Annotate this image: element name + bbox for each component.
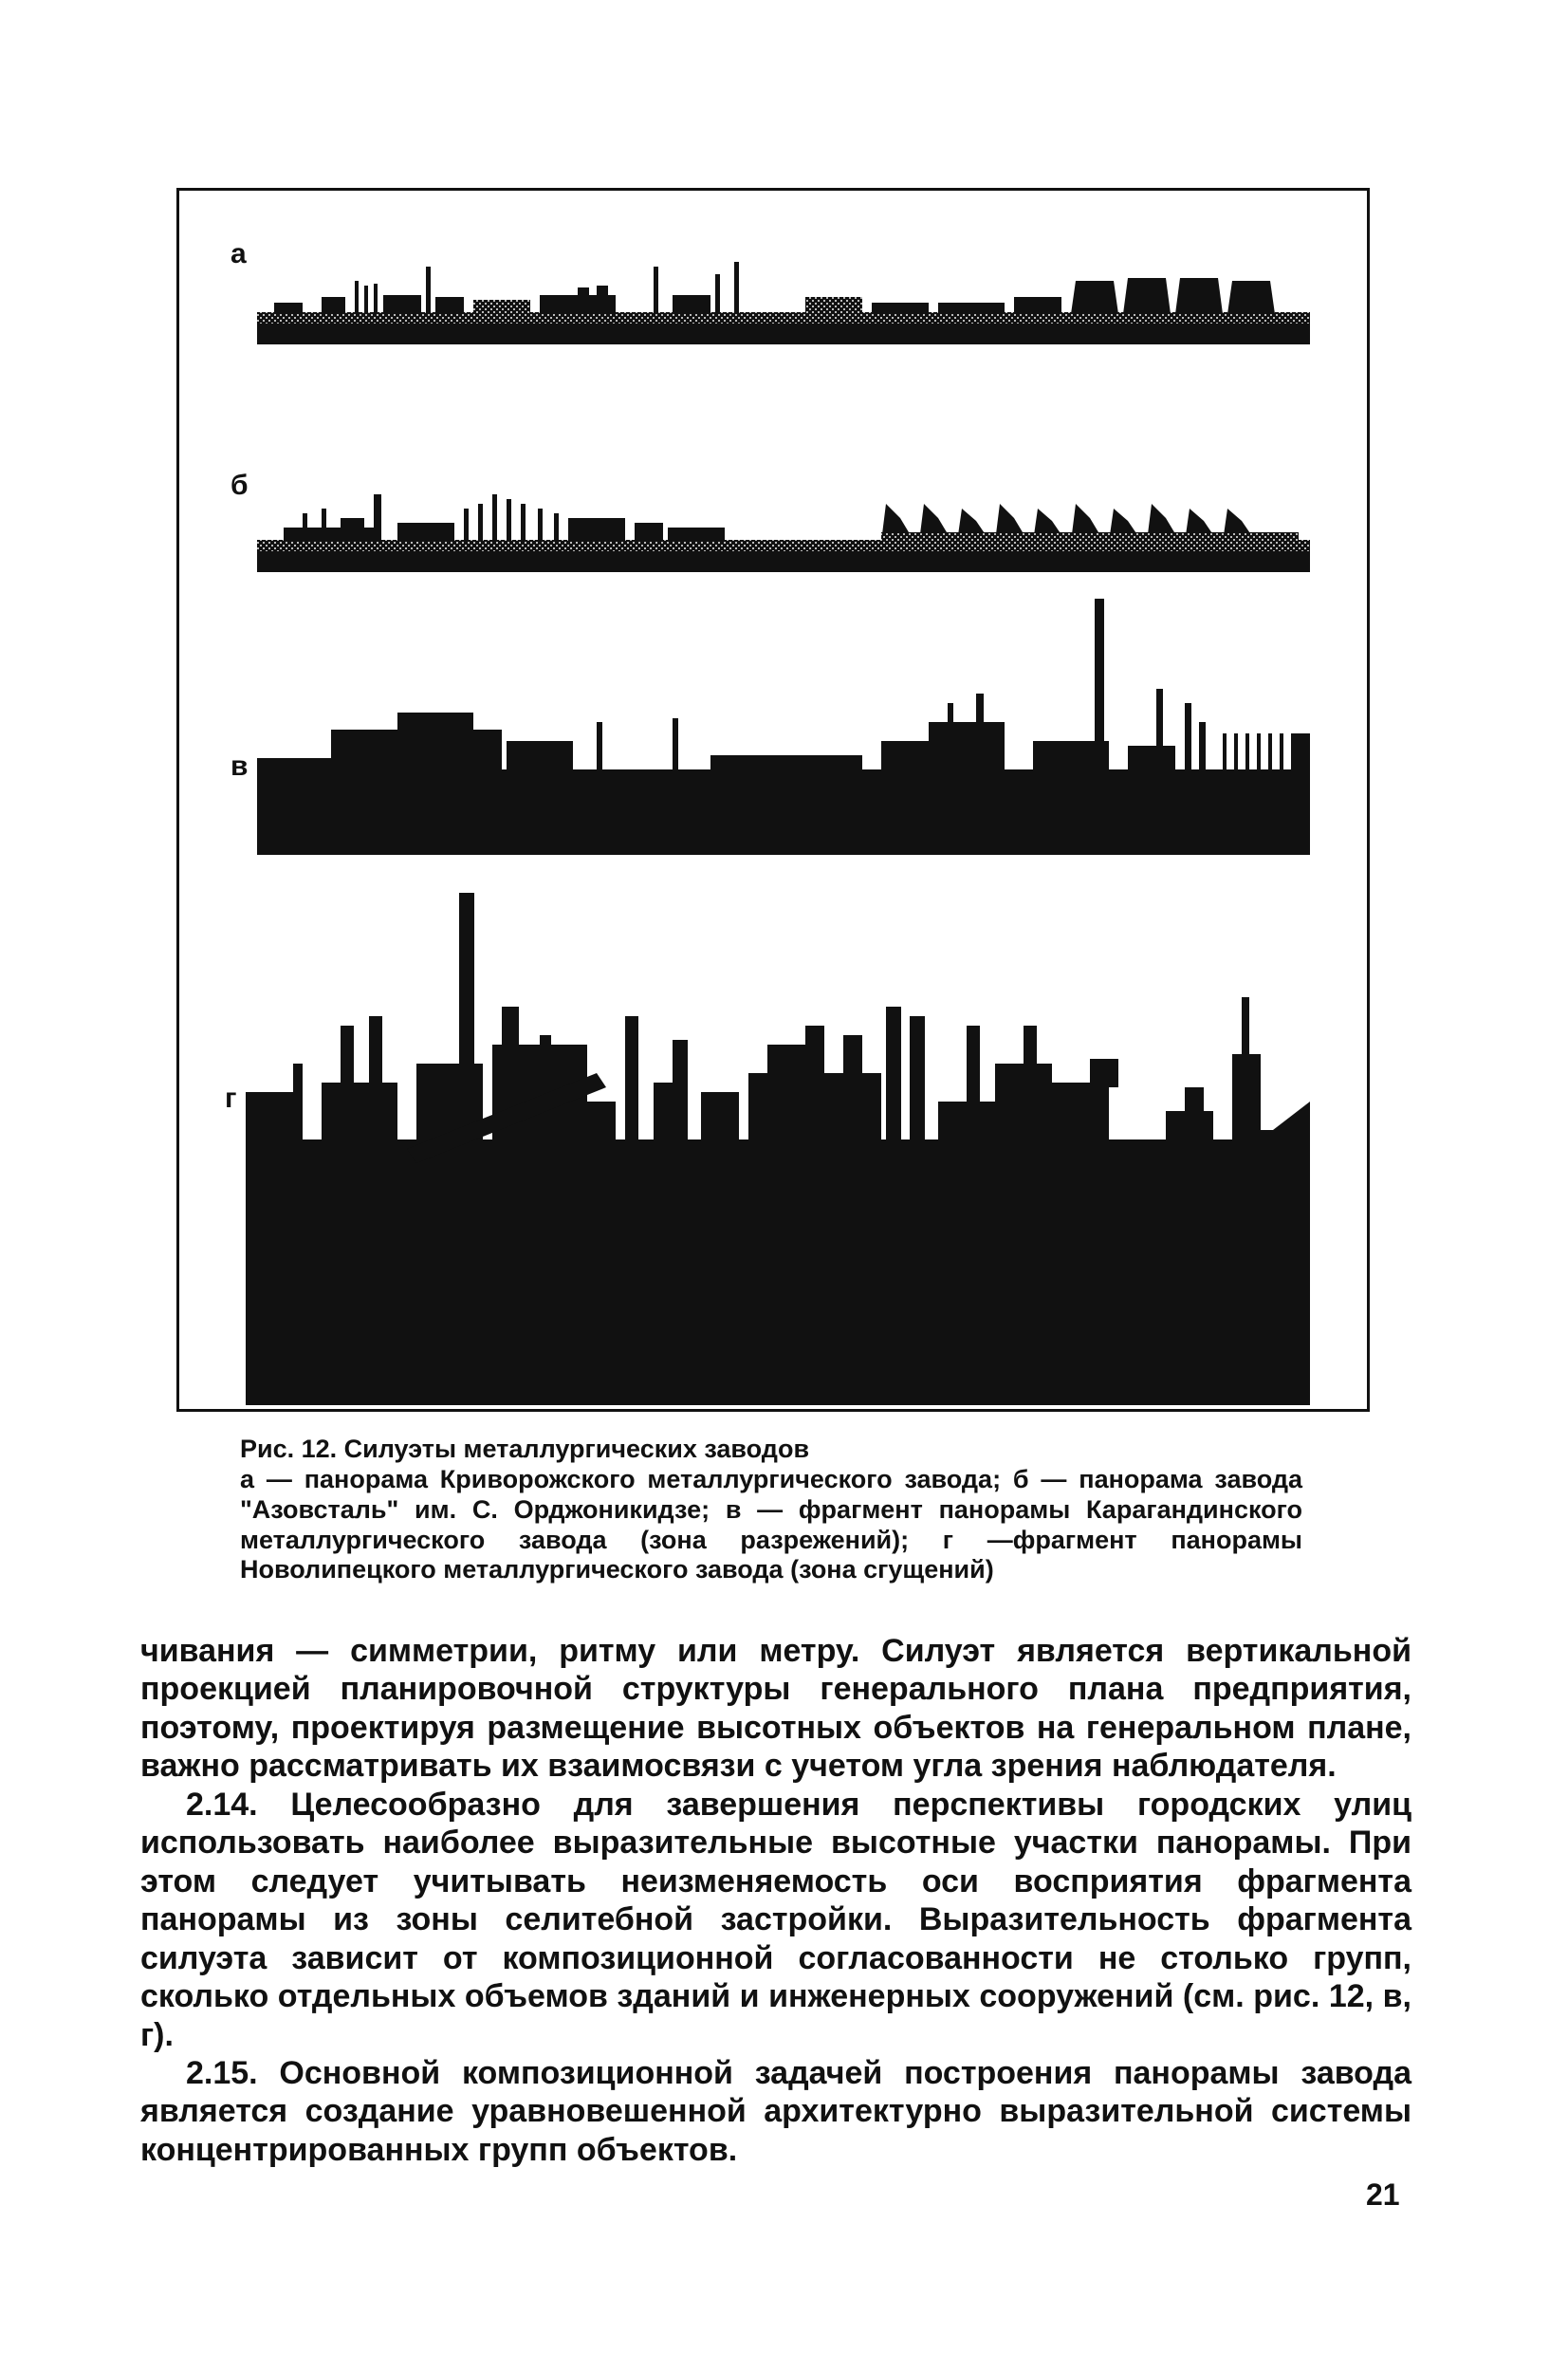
silhouettes-figure: [179, 191, 1367, 1409]
panel-letter-g: г: [225, 1083, 237, 1114]
body-text: [140, 1632, 1411, 2169]
paragraph-2-15: 2.15. Основной композиционной задачей построения панорамы завода является создание уравновешенной архитектурно выразительной системы концентрированных групп объектов.: [140, 2054, 1411, 2168]
panel-letter-a: а: [231, 238, 247, 269]
silhouette-panel-b: [257, 494, 1310, 572]
paragraph-2-14: 2.14. Целесообразно для завершения перспективы городских улиц использовать наиболее выразительные высотные участки панорамы. При этом следует учитывать неизменяемость оси восприятия фрагмента панорамы из зоны селитебной застройки. Выразительность фрагмента силуэта зависит от композиционной согласованности не столько групп, сколько отдельных объемов зданий и инженерных сооружений (см. рис. 12, в, г).: [140, 1786, 1411, 2053]
figure-12: [176, 188, 1370, 1412]
caption-title: Рис. 12. Силуэты металлургических заводов: [240, 1435, 810, 1463]
page-number: 21: [1366, 2177, 1400, 2212]
silhouette-panel-v: [257, 599, 1310, 855]
panel-letter-b: б: [231, 470, 249, 501]
silhouette-panel-g: [246, 893, 1310, 1405]
figure-caption: [240, 1435, 1302, 1585]
paragraph-1: чивания — симметрии, ритму или метру. Силуэт является вертикальной проекцией планировочной структуры генерального плана предприятия, поэтому, проектируя размещение высотных объектов на генеральном плане, важно рассматривать их взаимосвязи с учетом угла зрения наблюдателя.: [140, 1633, 1411, 1785]
silhouette-panel-a: [257, 262, 1310, 344]
panel-letter-v: в: [231, 750, 249, 782]
caption-description: а — панорама Криворожского металлургического завода; б — панорама завода "Азовсталь" им. С. Орджоникидзе; в — фрагмент панорамы Карагандинского металлургического завода (зона разрежений); г —фрагмент панорамы Новолипецкого металлургического завода (зона сгущений): [240, 1464, 1302, 1584]
